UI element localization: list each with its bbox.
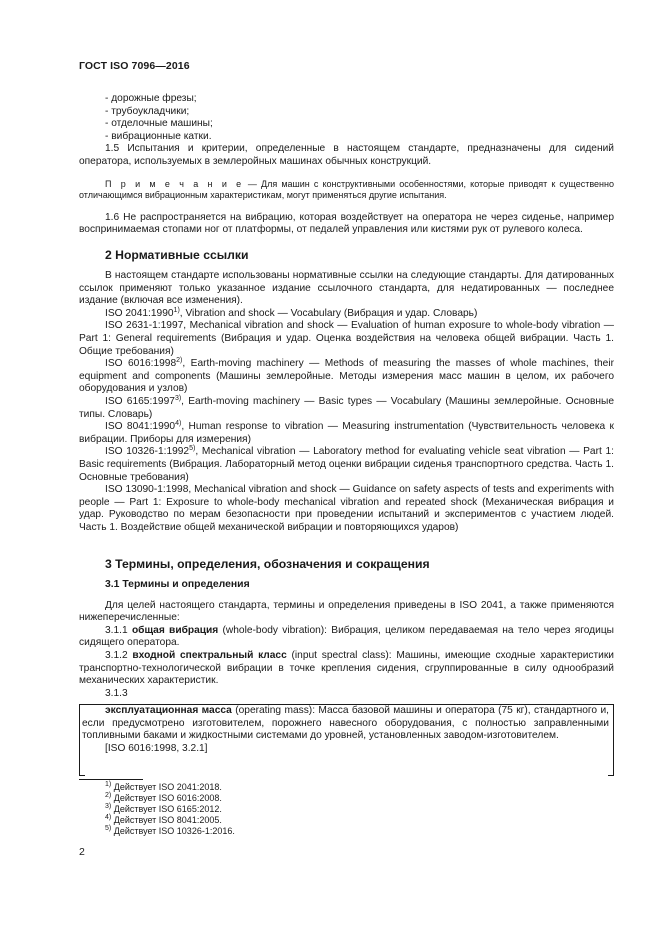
reference-item: ISO 13090-1:1998, Mechanical vibration and shock — Guidance on safety aspects of tests and experiments with people — Part 1: Exposure to whole-body mechanical vibration and repeated shock (Механическая вибрация и удар. Руководство по мерам безопасности при проведении испытаний и экспериментов с участием людей. Часть 1. Воздействие общей механической вибрации и повторяющихся ударов) [79, 484, 614, 533]
section-3-intro: Для целей настоящего стандарта, термины и определения приведены в ISO 2041, а также применяются нижеперечисленные: [79, 599, 614, 624]
reference-item: ISO 6165:1997$^{3)}$, Earth-moving machinery — Basic types — Vocabulary (Машины землеройные. Основные типы. Словарь) [79, 394, 614, 420]
footnote: $^{5)}$ Действует ISO 10326-1:2016. [105, 825, 235, 836]
section-3-body [79, 579, 614, 700]
list-item: - вибрационные катки. [105, 130, 212, 142]
footnote: $^{1)}$ Действует ISO 2041:2018. [105, 781, 222, 792]
term-3-1-2: 3.1.2 входной спектральный класс (input spectral class): Машины, имеющие сходные характеристики транспортно-технологической вибрации в точке крепления сидения, сгруппированные в силу однообразий механических характеристик. [79, 649, 614, 687]
term-name: входной спектральный класс [132, 649, 287, 661]
footnote: $^{3)}$ Действует ISO 6165:2012. [105, 803, 222, 814]
list-item: - дорожные фрезы; [105, 93, 197, 104]
clause-1-5: 1.5 Испытания и критерии, определенные в настоящем стандарте, предназначены для сидений оператора, используемых в землеройных машинах обычных конструкций. [79, 143, 614, 167]
footnote: $^{4)}$ Действует ISO 8041:2005. [105, 814, 222, 825]
section-3 [79, 557, 614, 572]
term-3-1-3-number: 3.1.3 [105, 687, 128, 699]
section-2-title: 2 Нормативные ссылки [105, 248, 249, 262]
scope-continuation [79, 93, 614, 237]
term-name: общая вибрация [131, 624, 219, 636]
list-item: - трубоукладчики; [105, 105, 190, 117]
document-header: ГОСТ ISO 7096—2016 [79, 60, 190, 72]
note-label: П р и м е ч а н и е [105, 178, 244, 189]
reference-item: ISO 6016:1998$^{2)}$, Earth-moving machinery — Methods of measuring the masses of whole machines, their equipment and components (Машины землеройные. Методы измерения масс машин в целом, их рабочего оборудования и узлов) [79, 357, 614, 395]
section-3-title: 3 Термины, определения, обозначения и сокращения [105, 557, 430, 571]
clause-1-6: 1.6 Не распространяется на вибрацию, которая воздействует на оператора не через сиденье, например воспринимаемая стопами ног от платформы, от педалей управления или кистями рук от рулевого колеса. [79, 211, 614, 236]
page-number: 2 [79, 846, 85, 858]
subsection-3-1-title: 3.1 Термины и определения [105, 579, 250, 590]
term-source: [ISO 6016:1998, 3.2.1] [105, 742, 208, 754]
reference-item: ISO 2041:1990$^{1)}$, Vibration and shock — Vocabulary (Вибрация и удар. Словарь) [105, 306, 478, 319]
section-2-body [79, 270, 614, 534]
section-2 [79, 248, 614, 263]
reference-item: ISO 2631-1:1997, Mechanical vibration and shock — Evaluation of human exposure to whole-body vibration — Part 1: General requirements (Вибрация и удар. Оценка воздействия на человека общей вибрации. Часть 1. Общие требования) [79, 320, 614, 357]
term-3-1-3-definition: эксплуатационная масса (operating mass): Масса базовой машины и оператора (75 кг), стандартного и, если предусмотрено изготовителем, порожнего навесного оборудования, с полностью заправленными топливными баками и жидкостными системами до уровней, установленных заводом-изготовителем. [82, 705, 609, 742]
term-name: эксплуатационная масса [105, 705, 232, 716]
term-3-1-1: 3.1.1 общая вибрация (whole-body vibration): Вибрация, целиком передаваемая на тело через ягодицы сидящего оператора. [79, 624, 614, 649]
footnote: $^{2)}$ Действует ISO 6016:2008. [105, 792, 222, 803]
reference-item: ISO 8041:1990$^{4)}$, Human response to vibration — Measuring instrumentation (Чувствительность человека к вибрации. Приборы для измерения) [79, 420, 614, 445]
note-paragraph [79, 179, 614, 202]
reference-item: ISO 10326-1:1992$^{5)}$, Mechanical vibration — Laboratory method for evaluating vehicle seat vibration — Part 1: Basic requirements (Вибрация. Лабораторный метод оценки вибрации сиденья транспортного средства. Часть 1. Основные требования) [79, 445, 614, 483]
term-3-1-3-content [82, 705, 609, 755]
footnote-separator [79, 779, 143, 780]
section-2-intro: В настоящем стандарте использованы нормативные ссылки на следующие стандарты. Для датированных ссылок применяют только указанное издание ссылочного стандарта, для недатированных — последнее издание (включая все изменения). [79, 270, 614, 307]
note-text: — Для машин с конструктивными особенностями, которые приводят к существенно отличающимся вибрационным характеристикам, могут применяться другие испытания. [79, 178, 614, 201]
list-item: - отделочные машины; [105, 118, 213, 130]
